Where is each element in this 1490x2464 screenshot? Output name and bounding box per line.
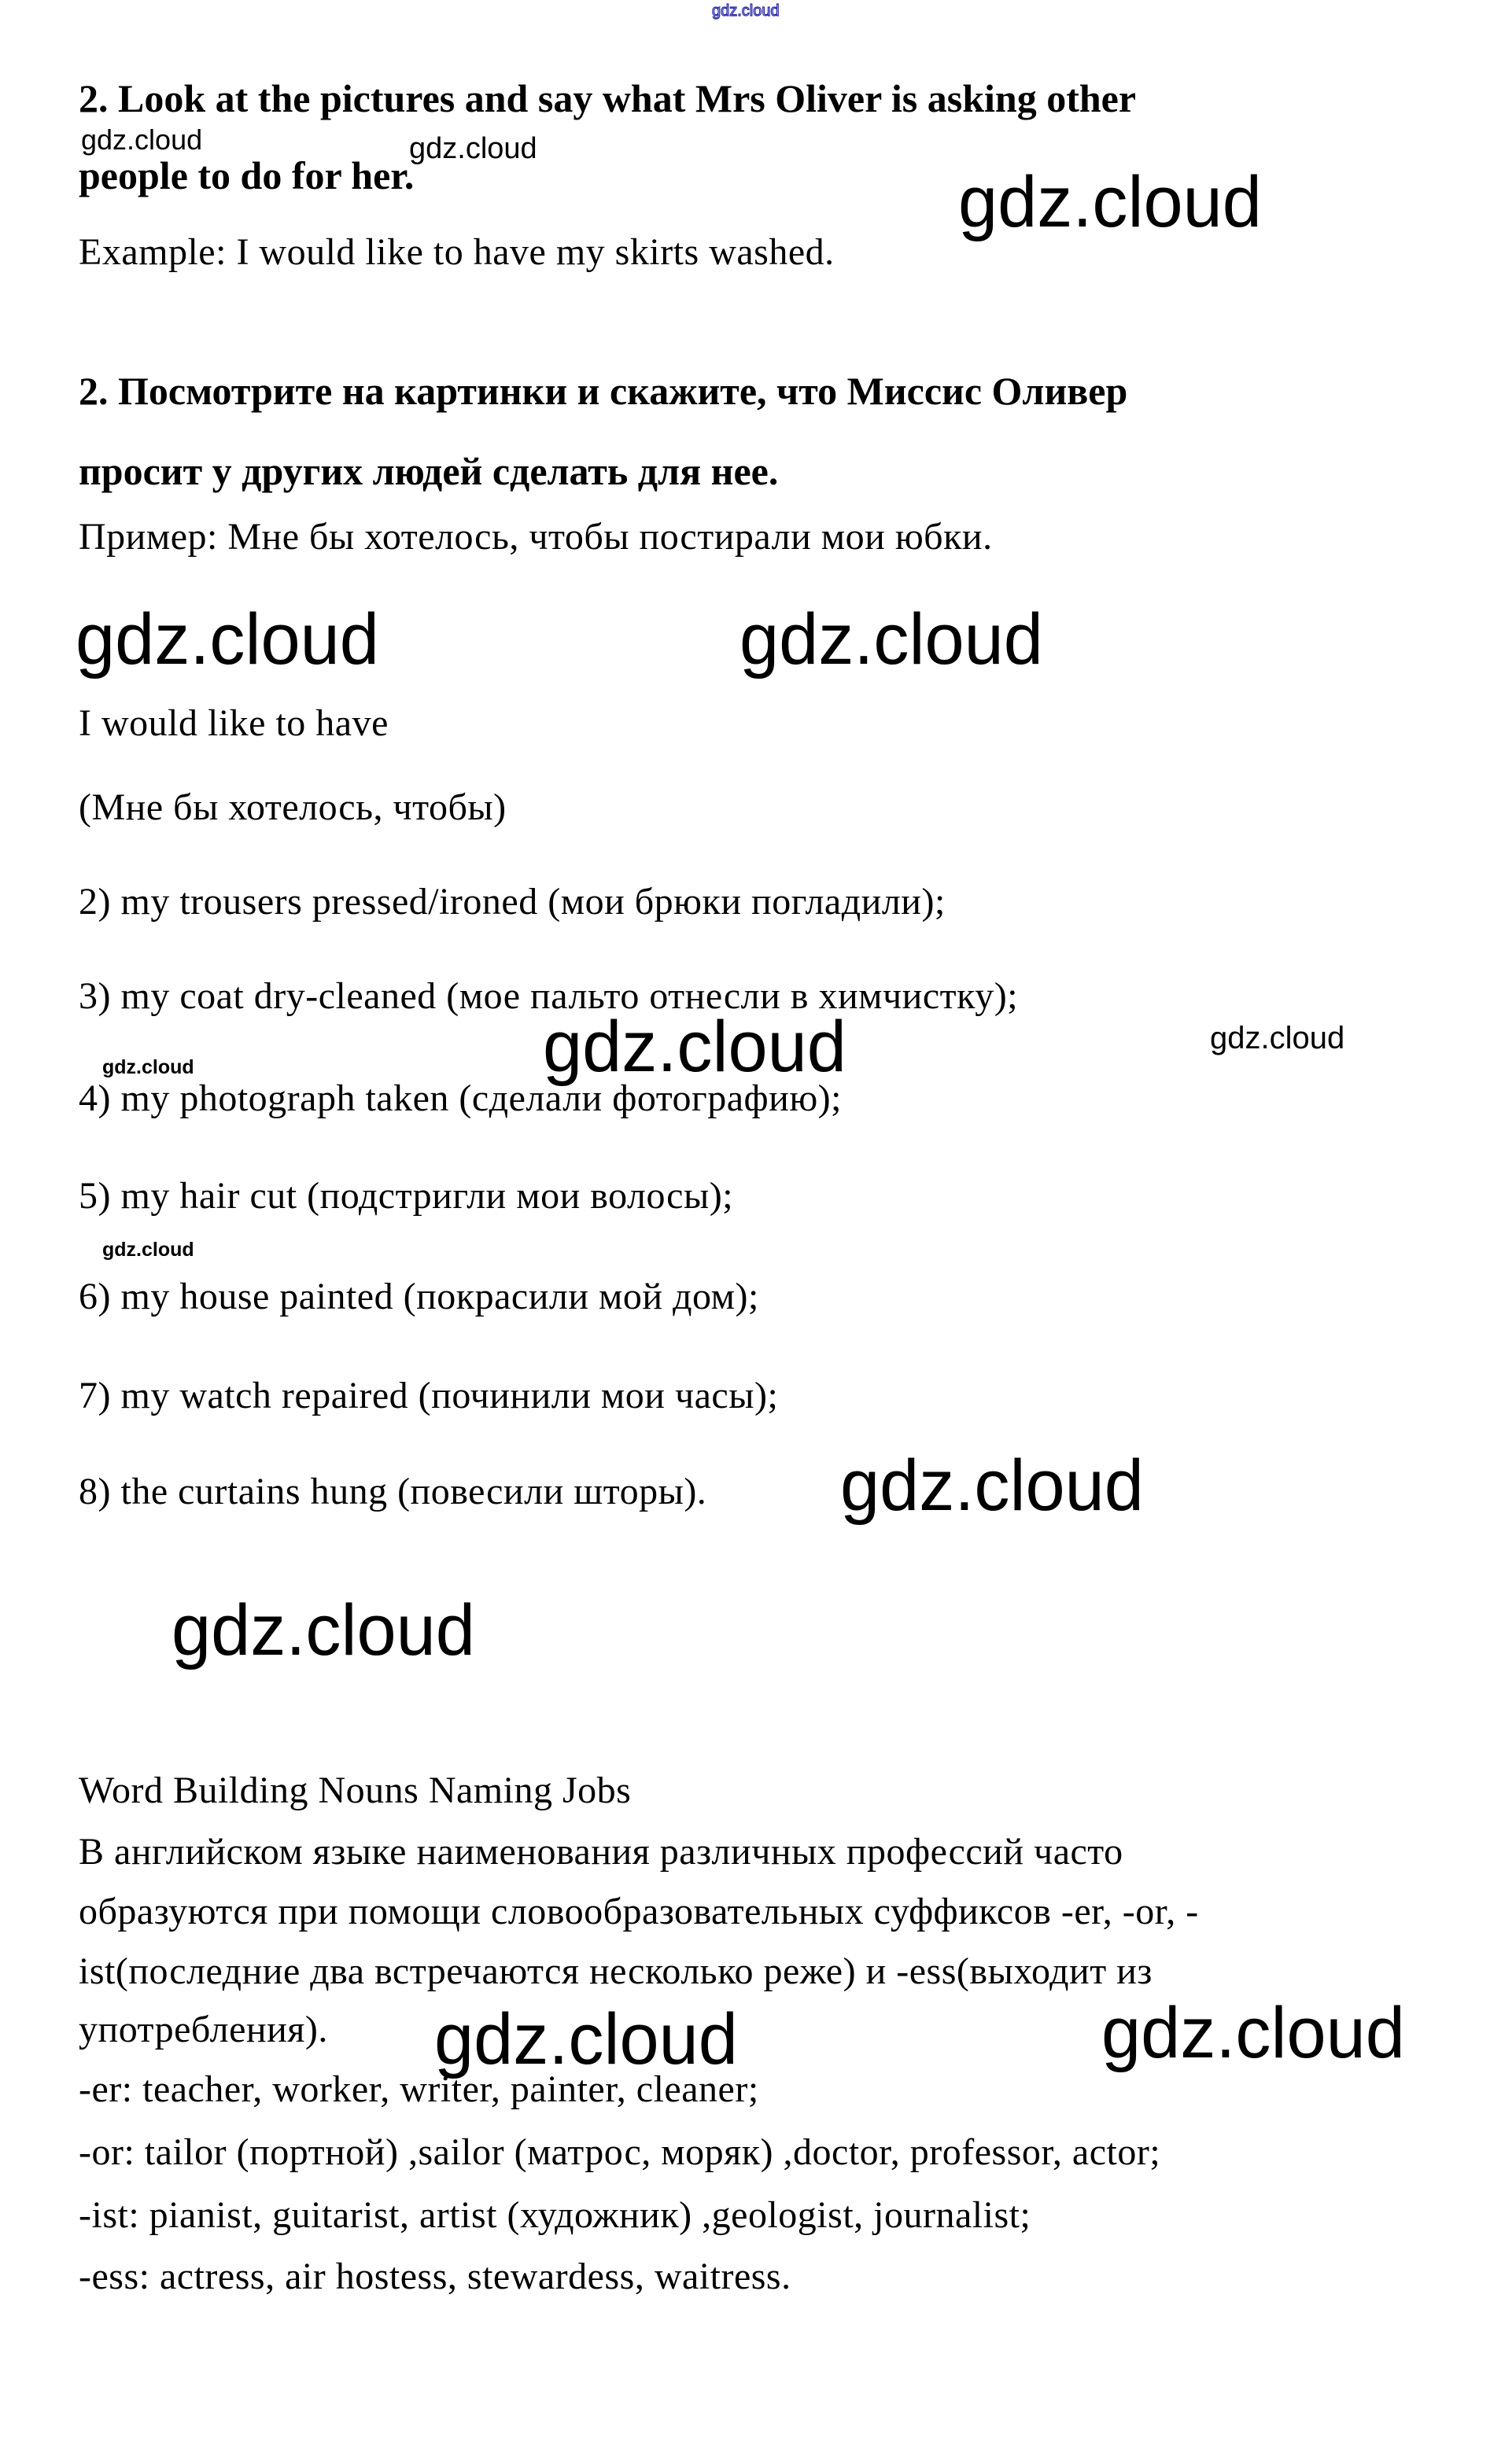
suffix-line-or: -or: tailor (портной) ,sailor (матрос, моряк) ,doctor, professor, actor; — [79, 2131, 1161, 2173]
example-ru: Пример: Мне бы хотелось, чтобы постирали мои юбки. — [79, 516, 993, 558]
example-en: Example: I would like to have my skirts washed. — [79, 231, 835, 273]
suffix-line-er: -er: teacher, worker, writer, painter, cleaner; — [79, 2068, 759, 2110]
answer-item-5: 5) my hair cut (подстригли мои волосы); — [79, 1175, 734, 1217]
answer-item-6: 6) my house painted (покрасили мой дом); — [79, 1276, 759, 1317]
suffix-line-ist: -ist: pianist, guitarist, artist (художник) ,geologist, journalist; — [79, 2194, 1031, 2236]
word-building-para-line2: образуются при помощи словообразовательных суффиксов -er, -or, - — [79, 1891, 1199, 1932]
suffix-line-ess: -ess: actress, air hostess, stewardess, waitress. — [79, 2256, 791, 2297]
answer-intro-en: I would like to have — [79, 702, 389, 744]
task-heading-en-line2: people to do for her. — [79, 153, 415, 197]
watermark-large-2: gdz.cloud — [76, 599, 379, 680]
watermark-top: gdz.cloud — [712, 2, 780, 20]
watermark-small-2: gdz.cloud — [409, 132, 537, 165]
watermark-large-8: gdz.cloud — [1101, 1993, 1405, 2073]
task-heading-ru-line1: 2. Посмотрите на картинки и скажите, что Миссис Оливер — [79, 369, 1128, 413]
task-heading-ru-line2: просит у других людей сделать для нее. — [79, 449, 779, 493]
watermark-large-4: gdz.cloud — [543, 1007, 846, 1087]
word-building-title: Word Building Nouns Naming Jobs — [79, 1770, 632, 1811]
answer-item-4: 4) my photograph taken (сделали фотографию); — [79, 1077, 842, 1119]
watermark-large-5: gdz.cloud — [840, 1446, 1144, 1526]
watermark-large-7: gdz.cloud — [434, 1999, 738, 2079]
answer-item-2: 2) my trousers pressed/ironed (мои брюки погладили); — [79, 881, 946, 923]
watermark-large-1: gdz.cloud — [958, 162, 1262, 242]
task-heading-en-line1: 2. Look at the pictures and say what Mrs Oliver is asking other — [79, 76, 1137, 120]
watermark-small-1: gdz.cloud — [81, 123, 203, 156]
watermark-large-3: gdz.cloud — [739, 599, 1043, 680]
watermark-tiny-2: gdz.cloud — [102, 1239, 194, 1261]
answer-item-7: 7) my watch repaired (починили мои часы); — [79, 1375, 779, 1416]
answer-item-8: 8) the curtains hung (повесили шторы). — [79, 1471, 707, 1512]
watermark-small-3: gdz.cloud — [1210, 1021, 1345, 1055]
answer-intro-ru: (Мне бы хотелось, чтобы) — [79, 786, 507, 828]
answer-item-3: 3) my coat dry-cleaned (мое пальто отнесли в химчистку); — [79, 975, 1019, 1017]
watermark-tiny-1: gdz.cloud — [102, 1056, 194, 1078]
word-building-para-line4: употребления). — [79, 2009, 328, 2050]
word-building-para-line1: В английском языке наименования различных профессий часто — [79, 1831, 1123, 1873]
word-building-para-line3: ist(последние два встречаются несколько реже) и -ess(выходит из — [79, 1950, 1153, 1992]
watermark-large-6: gdz.cloud — [171, 1590, 475, 1670]
